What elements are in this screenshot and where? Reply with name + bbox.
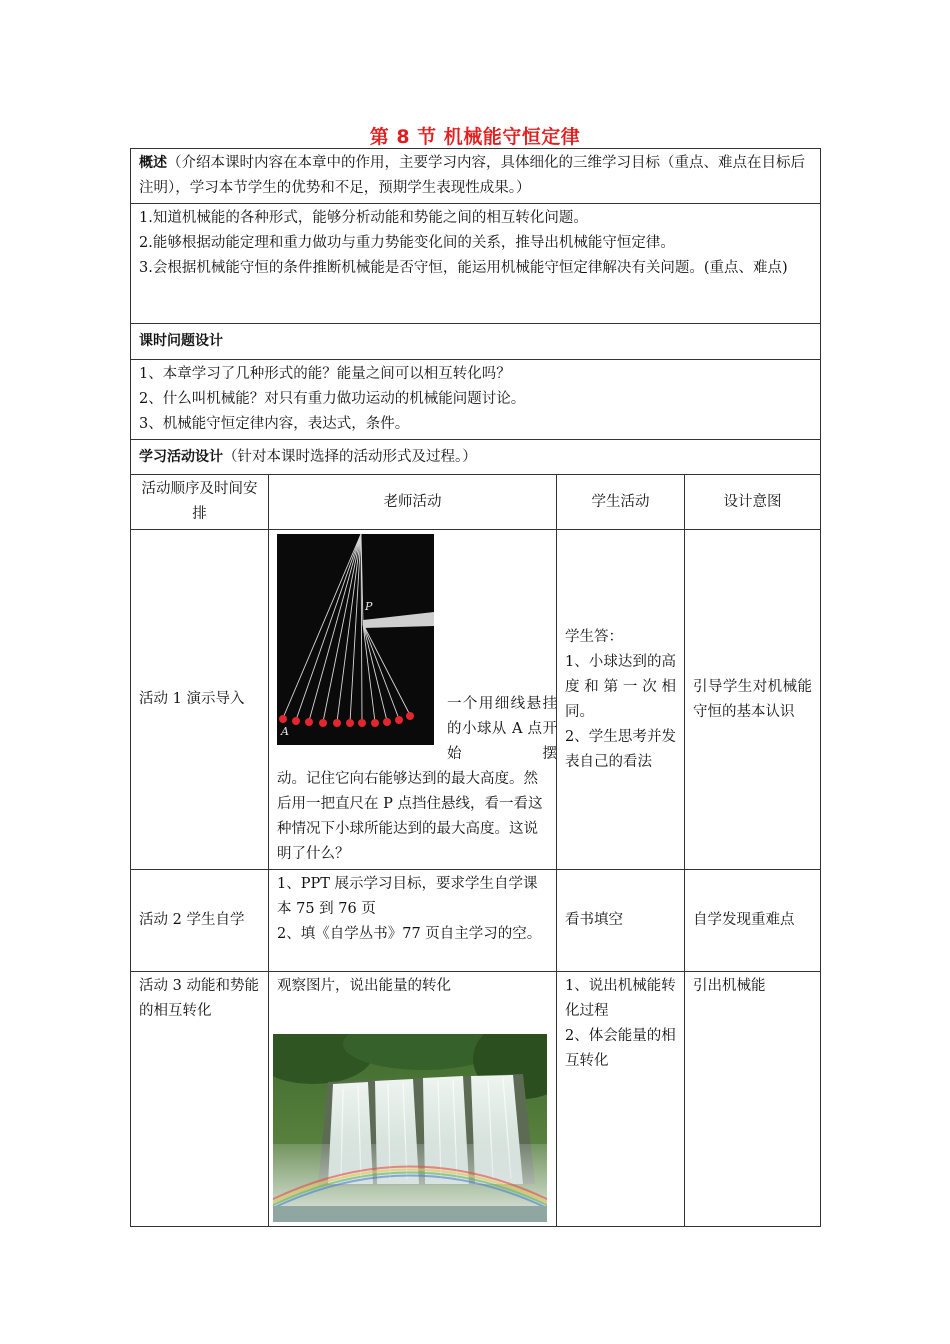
activity-name: 活动 1 演示导入 (131, 530, 269, 870)
overview-desc: （介绍本课时内容在本章中的作用，主要学习内容，具体细化的三维学习目标（重点、难点在目标后注明），学习本节学生的优势和不足，预期学生表现性成果。） (139, 155, 805, 196)
student-line: 1、小球达到的高度和第一次相同。 (565, 653, 676, 720)
design-intent: 自学发现重难点 (685, 870, 821, 972)
teacher-activity-cell (269, 870, 557, 972)
goal-item: 1.知道机械能的各种形式，能够分析动能和势能之间的相互转化问题。 (139, 210, 588, 226)
questions-heading: 课时问题设计 (139, 333, 223, 349)
activity-name: 活动 3 动能和势能的相互转化 (131, 972, 269, 1227)
design-intent: 引导学生对机械能守恒的基本认识 (685, 530, 821, 870)
column-header: 设计意图 (685, 475, 821, 530)
label-a: A (281, 725, 289, 738)
teacher-line: 1、PPT 展示学习目标，要求学生自学课本 75 到 76 页 (277, 876, 538, 917)
question-item: 2、什么叫机械能？对只有重力做功运动的机械能问题讨论。 (139, 391, 526, 407)
questions-list-cell (131, 360, 821, 440)
pendulum-figure (277, 534, 434, 745)
teacher-activity-cell (269, 530, 557, 870)
student-line: 学生答： (565, 628, 623, 645)
student-activity-cell (557, 530, 685, 870)
student-activity-cell (557, 972, 685, 1227)
question-item: 1、本章学习了几种形式的能？能量之间可以相互转化吗？ (139, 366, 511, 382)
activities-heading: 学习活动设计 (139, 448, 223, 465)
column-header: 学生活动 (557, 475, 685, 530)
label-p: P (365, 600, 373, 613)
teacher-text-bottom: 动。记住它向右能够达到的最大高度。然后用一把直尺在 P 点挡住悬线，看一看这种情况下小球所能达到的最大高度。这说明了什么？ (277, 771, 543, 862)
goal-item: 2.能够根据动能定理和重力做功与重力势能变化间的关系，推导出机械能守恒定律。 (139, 235, 675, 251)
activity-name: 活动 2 学生自学 (131, 870, 269, 972)
student-line: 2、体会能量的相互转化 (565, 1028, 676, 1069)
teacher-text-right: 一个用细线悬挂的小球从 A 点开始摆 (447, 696, 557, 762)
overview-header-cell (131, 149, 821, 204)
activities-desc: （针对本课时选择的活动形式及过程。） (223, 448, 477, 465)
teacher-line: 2、填《自学丛书》77 页自主学习的空。 (277, 926, 542, 942)
goal-item: 3.会根据机械能守恒的条件推断机械能是否守恒，能运用机械能守恒定律解决有关问题。(重点、难点) (139, 260, 788, 276)
column-header: 老师活动 (269, 475, 557, 530)
question-item: 3、机械能守恒定律内容，表达式，条件。 (139, 416, 410, 432)
student-line: 2、学生思考并发表自己的看法 (565, 728, 676, 770)
teacher-activity-cell (269, 972, 557, 1227)
lesson-plan-table (130, 148, 821, 1227)
column-header: 活动顺序及时间安排 (131, 475, 269, 530)
overview-goals-cell (131, 204, 821, 324)
design-intent: 引出机械能 (685, 972, 821, 1227)
waterfall-photo (273, 1034, 547, 1222)
questions-header-cell (131, 324, 821, 360)
student-line: 1、说出机械能转化过程 (565, 978, 676, 1019)
overview-heading: 概述 (139, 155, 167, 171)
student-activity: 看书填空 (557, 870, 685, 972)
activities-header-cell (131, 440, 821, 475)
teacher-line: 观察图片，说出能量的转化 (277, 978, 451, 994)
page-title: 第 8 节 机械能守恒定律 (369, 126, 581, 148)
